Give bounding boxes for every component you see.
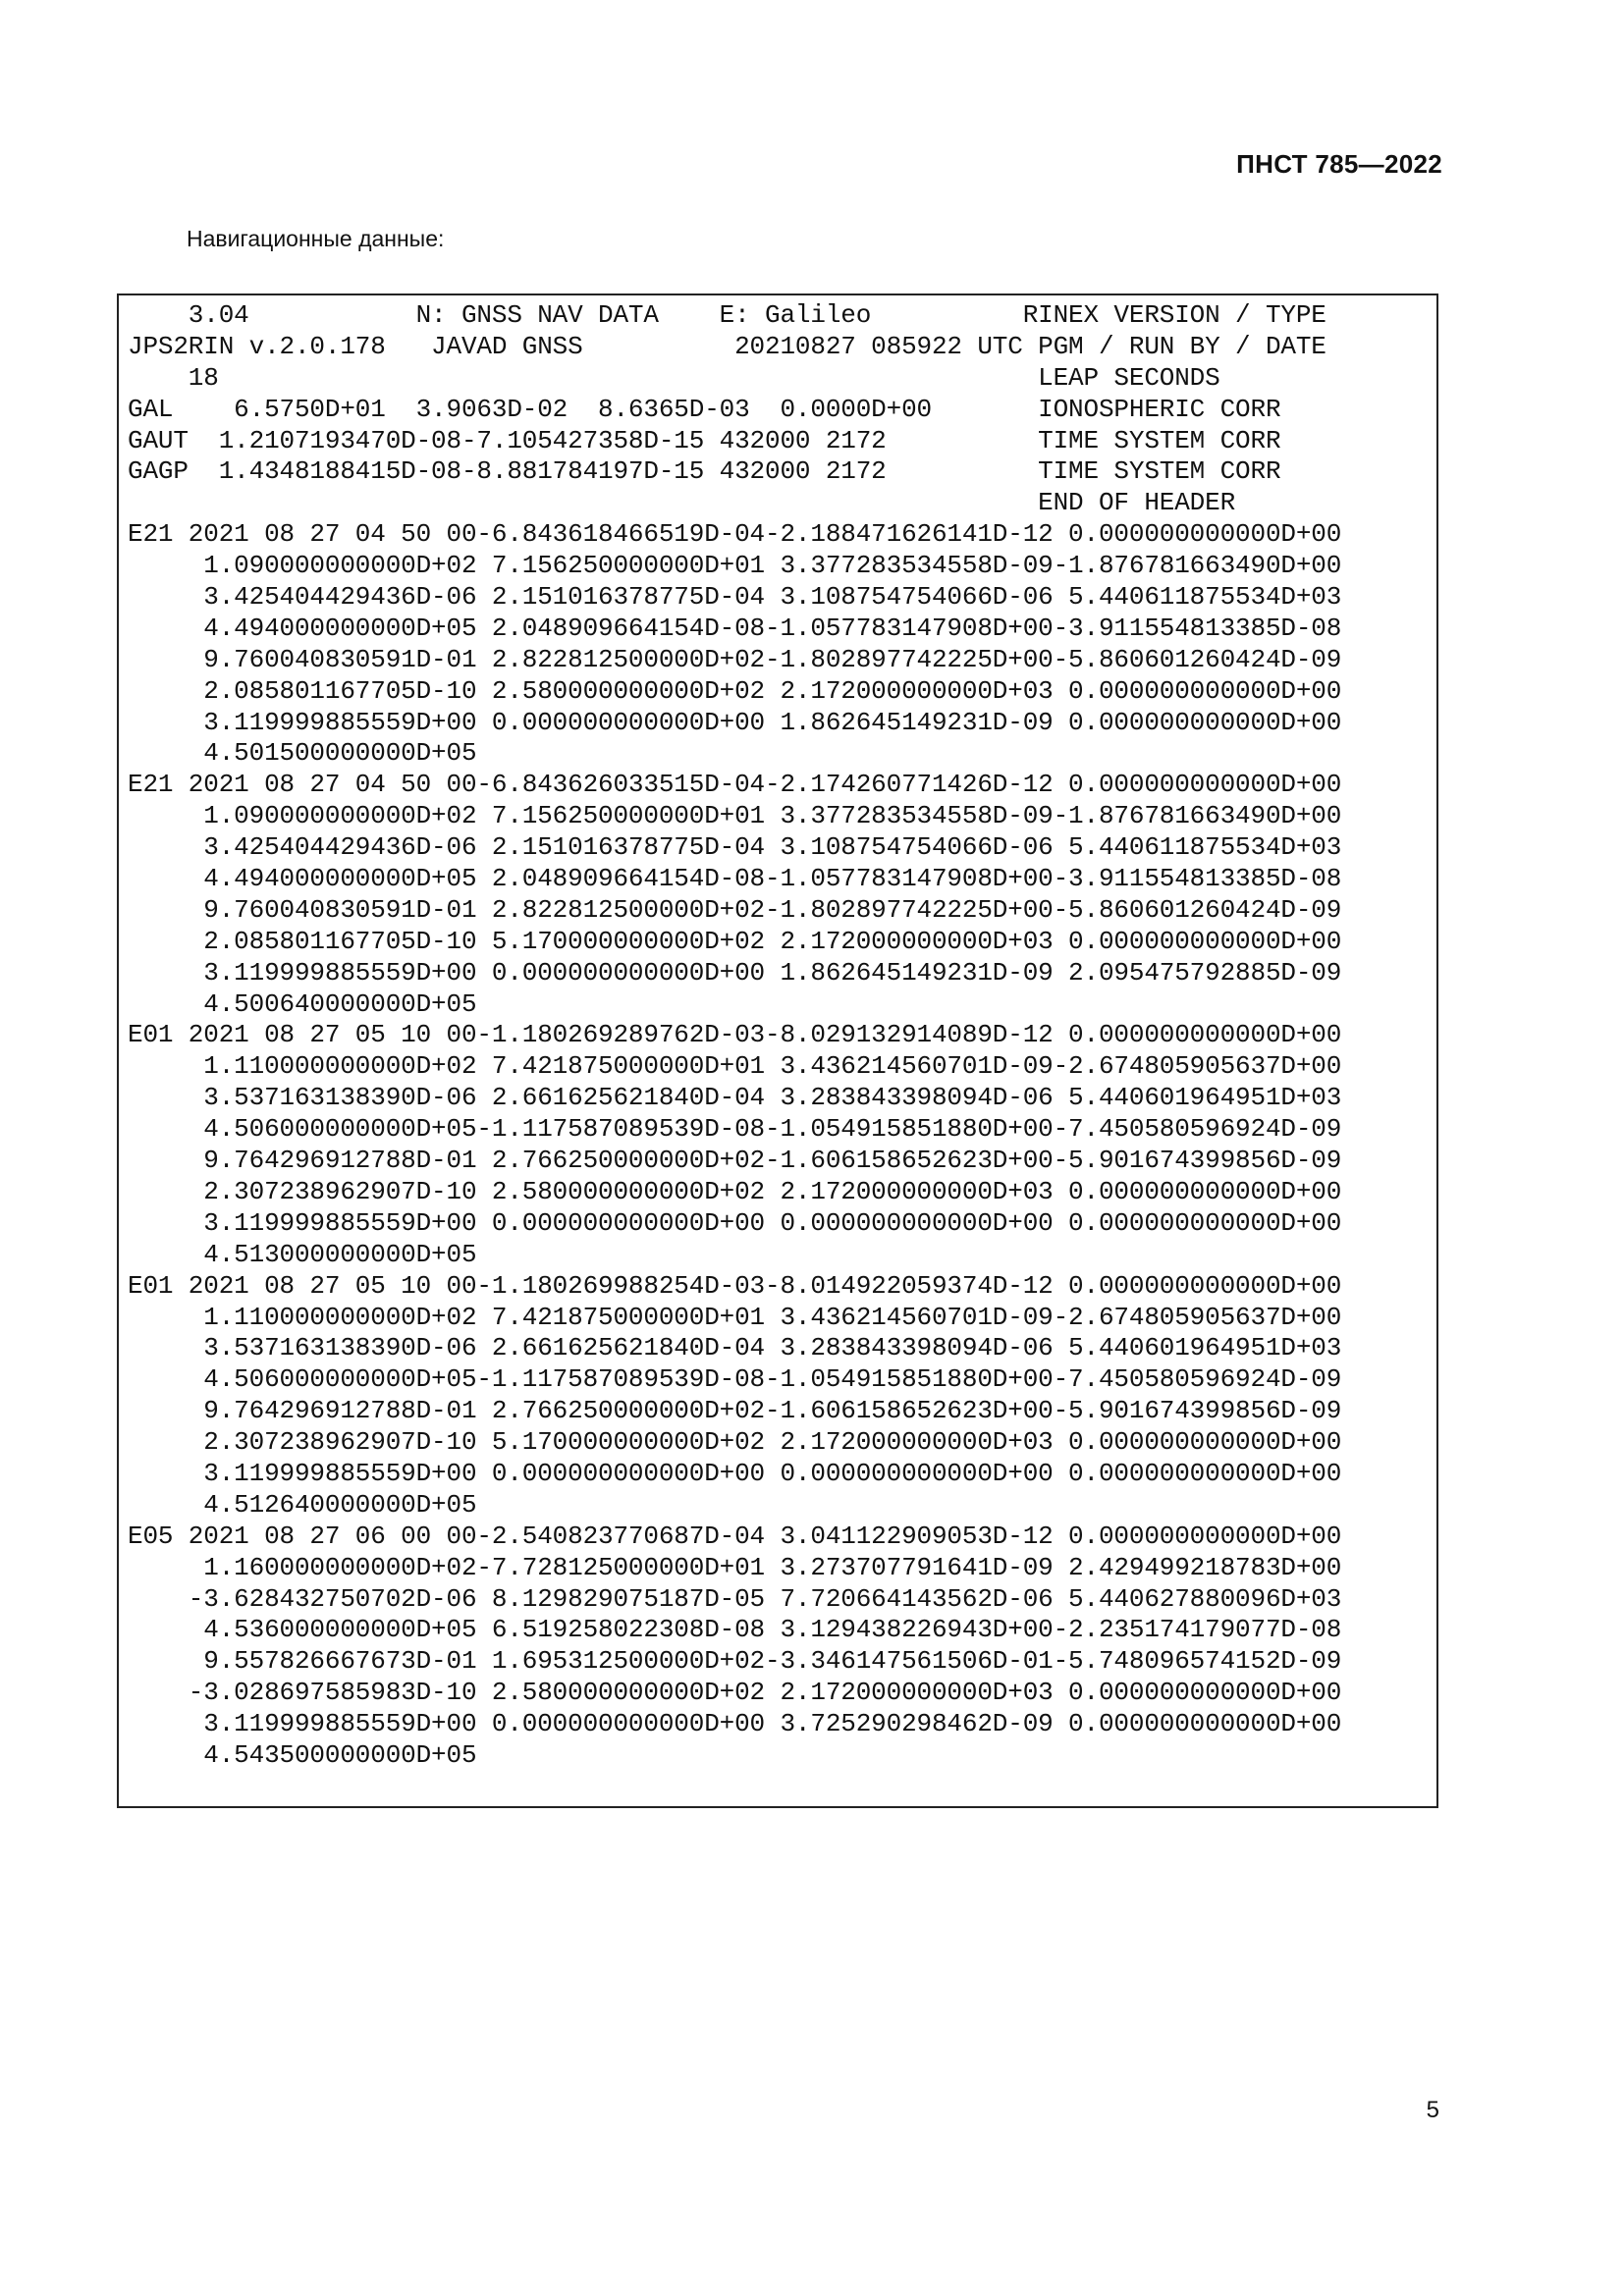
listing-line: 3.537163138390D-06 2.661625621840D-04 3.283843398094D-06 5.440601964951D+03 xyxy=(128,1083,1342,1113)
listing-line: E01 2021 08 27 05 10 00-1.180269988254D-03-8.014922059374D-12 0.000000000000D+00 xyxy=(128,1270,1342,1301)
listing-line: 3.119999885559D+00 0.000000000000D+00 0.000000000000D+00 0.000000000000D+00 xyxy=(128,1207,1342,1238)
listing-line: 4.500640000000D+05 xyxy=(128,988,477,1019)
section-caption: Навигационные данные: xyxy=(187,226,445,251)
listing-line: E01 2021 08 27 05 10 00-1.180269289762D-03-8.029132914089D-12 0.000000000000D+00 xyxy=(128,1020,1342,1050)
listing-line: 4.513000000000D+05 xyxy=(128,1239,477,1269)
listing-line: 1.110000000000D+02 7.421875000000D+01 3.436214560701D-09-2.674805905637D+00 xyxy=(128,1302,1342,1332)
listing-line: 3.119999885559D+00 0.000000000000D+00 3.725290298462D-09 0.000000000000D+00 xyxy=(128,1709,1342,1739)
listing-line: 9.764296912788D-01 2.766250000000D+02-1.606158652623D+00-5.901674399856D-09 xyxy=(128,1146,1342,1176)
listing-line: 4.543500000000D+05 xyxy=(128,1739,477,1770)
listing-line: 1.090000000000D+02 7.156250000000D+01 3.377283534558D-09-1.876781663490D+00 xyxy=(128,551,1342,581)
listing-line: 3.425404429436D-06 2.151016378775D-04 3.108754754066D-06 5.440611875534D+03 xyxy=(128,832,1342,863)
listing-line: E05 2021 08 27 06 00 00-2.540823770687D-04 3.041122909053D-12 0.000000000000D+00 xyxy=(128,1521,1342,1551)
listing-line: 1.090000000000D+02 7.156250000000D+01 3.377283534558D-09-1.876781663490D+00 xyxy=(128,801,1342,831)
listing-line: 3.119999885559D+00 0.000000000000D+00 1.862645149231D-09 0.000000000000D+00 xyxy=(128,707,1342,737)
listing-line: 1.160000000000D+02-7.728125000000D+01 3.273707791641D-09 2.429499218783D+00 xyxy=(128,1552,1342,1582)
listing-line: 2.085801167705D-10 5.170000000000D+02 2.172000000000D+03 0.000000000000D+00 xyxy=(128,926,1342,956)
listing-line: END OF HEADER xyxy=(128,488,1236,518)
listing-line: 3.04 N: GNSS NAV DATA E: Galileo RINEX VERSION / TYPE xyxy=(128,300,1326,330)
listing-line: GAL 6.5750D+01 3.9063D-02 8.6365D-03 0.0000D+00 IONOSPHERIC CORR xyxy=(128,394,1281,424)
rinex-navigation-listing xyxy=(128,300,1341,1772)
listing-line: 9.557826667673D-01 1.695312500000D+02-3.346147561506D-01-5.748096574152D-09 xyxy=(128,1646,1342,1677)
listing-line: 3.119999885559D+00 0.000000000000D+00 0.000000000000D+00 0.000000000000D+00 xyxy=(128,1458,1342,1488)
listing-line: 9.760040830591D-01 2.822812500000D+02-1.802897742225D+00-5.860601260424D-09 xyxy=(128,894,1342,925)
listing-line: JPS2RIN v.2.0.178 JAVAD GNSS 20210827 085922 UTC PGM / RUN BY / DATE xyxy=(128,331,1326,361)
listing-line: 1.110000000000D+02 7.421875000000D+01 3.436214560701D-09-2.674805905637D+00 xyxy=(128,1051,1342,1082)
listing-line: GAUT 1.2107193470D-08-7.105427358D-15 432000 2172 TIME SYSTEM CORR xyxy=(128,425,1281,455)
listing-line: 18 LEAP SECONDS xyxy=(128,362,1220,393)
listing-line: 2.307238962907D-10 2.580000000000D+02 2.172000000000D+03 0.000000000000D+00 xyxy=(128,1176,1342,1206)
page-number: 5 xyxy=(1426,2097,1439,2123)
listing-line: 4.494000000000D+05 2.048909664154D-08-1.057783147908D+00-3.911554813385D-08 xyxy=(128,864,1342,894)
listing-line: 4.506000000000D+05-1.117587089539D-08-1.054915851880D+00-7.450580596924D-09 xyxy=(128,1364,1342,1395)
listing-line: 3.425404429436D-06 2.151016378775D-04 3.108754754066D-06 5.440611875534D+03 xyxy=(128,582,1342,613)
listing-line: 2.307238962907D-10 5.170000000000D+02 2.172000000000D+03 0.000000000000D+00 xyxy=(128,1427,1342,1458)
listing-line: 4.501500000000D+05 xyxy=(128,738,477,769)
listing-line: 4.512640000000D+05 xyxy=(128,1489,477,1520)
listing-line: 3.537163138390D-06 2.661625621840D-04 3.283843398094D-06 5.440601964951D+03 xyxy=(128,1333,1342,1363)
listing-line: -3.628432750702D-06 8.129829075187D-05 7.720664143562D-06 5.440627880096D+03 xyxy=(128,1583,1342,1614)
listing-line: 4.536000000000D+05 6.519258022308D-08 3.129438226943D+00-2.235174179077D-08 xyxy=(128,1615,1342,1645)
listing-line: 9.760040830591D-01 2.822812500000D+02-1.802897742225D+00-5.860601260424D-09 xyxy=(128,644,1342,674)
listing-line: GAGP 1.4348188415D-08-8.881784197D-15 432000 2172 TIME SYSTEM CORR xyxy=(128,456,1281,487)
listing-line: -3.028697585983D-10 2.580000000000D+02 2.172000000000D+03 0.000000000000D+00 xyxy=(128,1678,1342,1708)
listing-line: E21 2021 08 27 04 50 00-6.843618466519D-04-2.188471626141D-12 0.000000000000D+00 xyxy=(128,519,1342,550)
listing-line: 4.506000000000D+05-1.117587089539D-08-1.054915851880D+00-7.450580596924D-09 xyxy=(128,1114,1342,1145)
listing-line: E21 2021 08 27 04 50 00-6.843626033515D-04-2.174260771426D-12 0.000000000000D+00 xyxy=(128,770,1342,800)
listing-line: 4.494000000000D+05 2.048909664154D-08-1.057783147908D+00-3.911554813385D-08 xyxy=(128,613,1342,643)
document-id: ПНСТ 785—2022 xyxy=(1236,149,1442,179)
listing-line: 2.085801167705D-10 2.580000000000D+02 2.172000000000D+03 0.000000000000D+00 xyxy=(128,675,1342,706)
listing-line: 3.119999885559D+00 0.000000000000D+00 1.862645149231D-09 2.095475792885D-09 xyxy=(128,957,1342,988)
listing-line: 9.764296912788D-01 2.766250000000D+02-1.606158652623D+00-5.901674399856D-09 xyxy=(128,1396,1342,1426)
